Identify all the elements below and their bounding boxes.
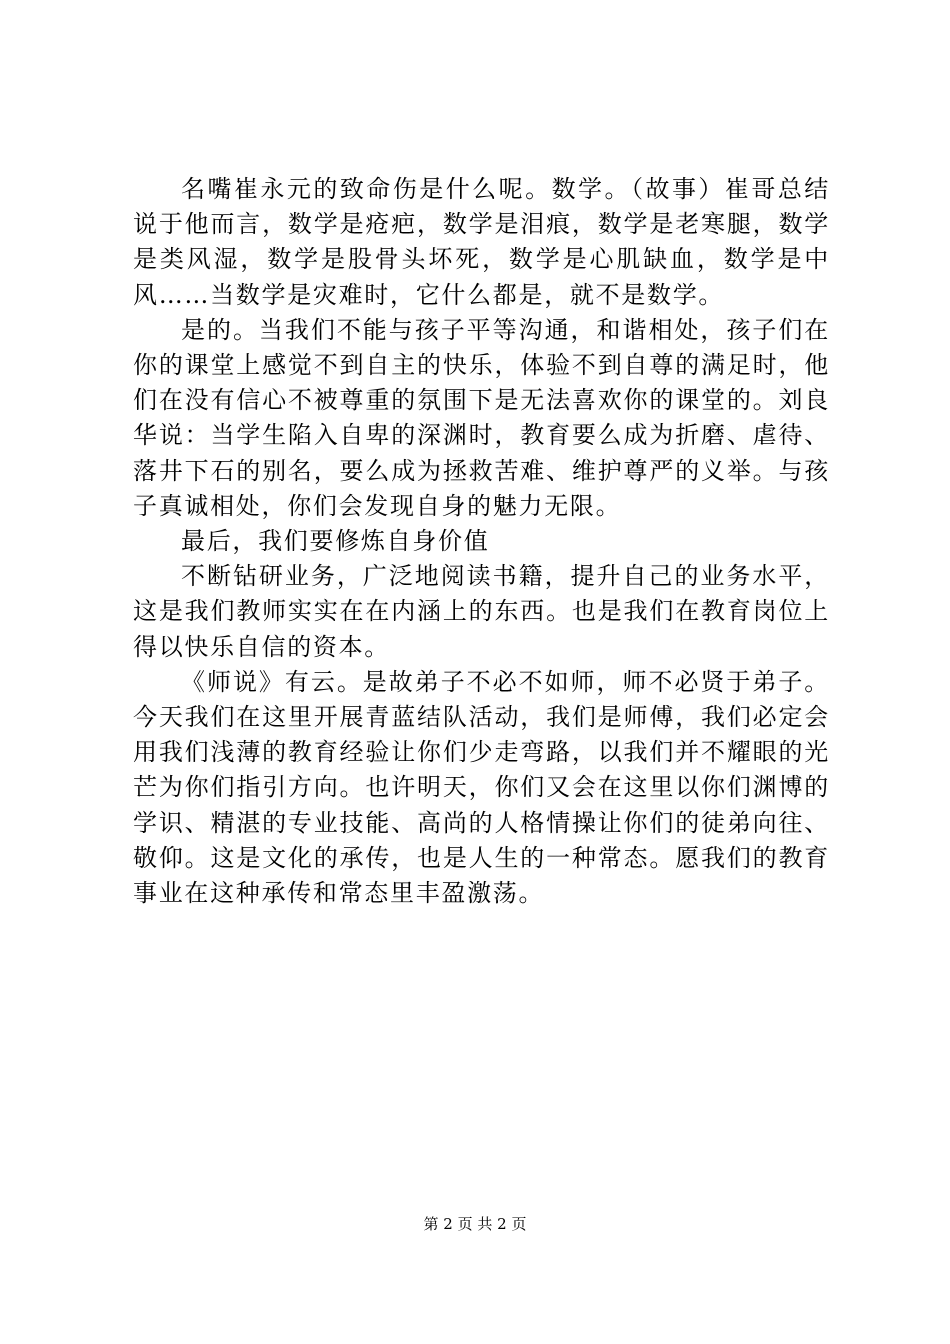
page-footer: 第 2 页 共 2 页	[423, 1215, 527, 1233]
paragraph-shi-shuo: 《师说》有云。是故弟子不必不如师，师不必贤于弟子。今天我们在这里开展青蓝结队活动，我们是师傅，我们必定会用我们浅薄的教育经验让你们少走弯路，以我们并不耀眼的光芒为你们指引方向。也许明天，你们又会在这里以你们渊博的学识、精湛的专业技能、高尚的人格情操让你们的徒弟向往、敬仰。这是文化的承传，也是人生的一种常态。愿我们的教育事业在这种承传和常态里丰盈激荡。	[133, 667, 830, 908]
paragraph-study-business: 不断钻研业务，广泛地阅读书籍，提升自己的业务水平，这是我们教师实实在在内涵上的东西。也是我们在教育岗位上得以快乐自信的资本。	[133, 562, 830, 661]
paragraph-self-value-heading: 最后，我们要修炼自身价值	[181, 527, 490, 556]
paragraph-communicate-with-children: 是的。当我们不能与孩子平等沟通，和谐相处，孩子们在你的课堂上感觉不到自主的快乐，体验不到自尊的满足时，他们在没有信心不被尊重的氛围下是无法喜欢你的课堂的。刘良华说：当学生陷入自卑的深渊时，教育要么成为折磨、虐待、落井下石的别名，要么成为拯救苦难、维护尊严的义举。与孩子真诚相处，你们会发现自身的魅力无限。	[133, 315, 830, 520]
document-body	[133, 172, 830, 911]
paragraph-cui-yongyuan-math: 名嘴崔永元的致命伤是什么呢。数学。（故事）崔哥总结说于他而言，数学是疮疤，数学是泪痕，数学是老寒腿，数学是类风湿，数学是股骨头坏死，数学是心肌缺血，数学是中风……当数学是灾难时，它什么都是，就不是数学。	[133, 175, 830, 309]
